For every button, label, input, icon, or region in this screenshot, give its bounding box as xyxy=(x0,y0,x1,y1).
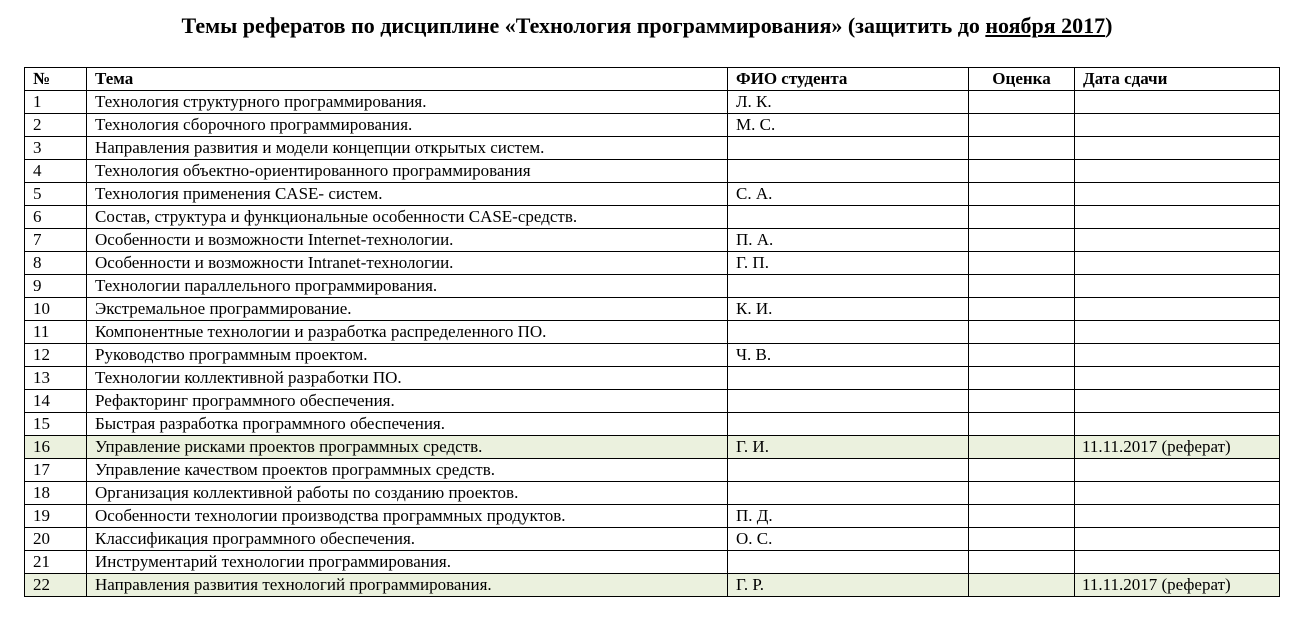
cell-topic: Классификация программного обеспечения. xyxy=(87,528,728,551)
cell-date xyxy=(1075,160,1280,183)
table-row xyxy=(25,413,1280,436)
cell-student xyxy=(728,413,969,436)
cell-topic: Состав, структура и функциональные особенности CASE-средств. xyxy=(87,206,728,229)
cell-grade xyxy=(969,275,1075,298)
topics-table xyxy=(24,67,1280,597)
cell-topic: Рефакторинг программного обеспечения. xyxy=(87,390,728,413)
cell-student xyxy=(728,160,969,183)
cell-student: Л. К. xyxy=(728,91,969,114)
cell-num: 10 xyxy=(25,298,87,321)
table-header-row xyxy=(25,68,1280,91)
table-row xyxy=(25,298,1280,321)
table-row xyxy=(25,436,1280,459)
header-grade: Оценка xyxy=(969,68,1075,91)
table-row xyxy=(25,229,1280,252)
cell-grade xyxy=(969,252,1075,275)
cell-student: О. С. xyxy=(728,528,969,551)
cell-student xyxy=(728,206,969,229)
cell-date xyxy=(1075,390,1280,413)
header-date: Дата сдачи xyxy=(1075,68,1280,91)
cell-student: К. И. xyxy=(728,298,969,321)
cell-num: 16 xyxy=(25,436,87,459)
header-num: № xyxy=(25,68,87,91)
cell-topic: Технологии коллективной разработки ПО. xyxy=(87,367,728,390)
table-body xyxy=(25,91,1280,597)
cell-num: 9 xyxy=(25,275,87,298)
cell-date xyxy=(1075,298,1280,321)
table-row xyxy=(25,252,1280,275)
cell-topic: Экстремальное программирование. xyxy=(87,298,728,321)
cell-topic: Быстрая разработка программного обеспечения. xyxy=(87,413,728,436)
cell-topic: Особенности технологии производства программных продуктов. xyxy=(87,505,728,528)
cell-num: 2 xyxy=(25,114,87,137)
cell-topic: Направления развития технологий программирования. xyxy=(87,574,728,597)
cell-grade xyxy=(969,344,1075,367)
table-row xyxy=(25,528,1280,551)
cell-grade xyxy=(969,436,1075,459)
cell-grade xyxy=(969,505,1075,528)
cell-grade xyxy=(969,206,1075,229)
header-topic: Тема xyxy=(87,68,728,91)
page-title-deadline: ноября 2017 xyxy=(985,13,1106,38)
cell-num: 15 xyxy=(25,413,87,436)
table-row xyxy=(25,482,1280,505)
cell-student xyxy=(728,482,969,505)
table-row xyxy=(25,275,1280,298)
cell-student: П. А. xyxy=(728,229,969,252)
cell-grade xyxy=(969,91,1075,114)
cell-num: 17 xyxy=(25,459,87,482)
cell-grade xyxy=(969,390,1075,413)
cell-topic: Технология объектно-ориентированного программирования xyxy=(87,160,728,183)
table-row xyxy=(25,574,1280,597)
page-title-prefix: Темы рефератов по дисциплине «Технология программирования» (защитить до xyxy=(181,13,986,38)
cell-date xyxy=(1075,482,1280,505)
cell-topic: Особенности и возможности Internet-технологии. xyxy=(87,229,728,252)
table-row xyxy=(25,160,1280,183)
table-row xyxy=(25,390,1280,413)
cell-grade xyxy=(969,528,1075,551)
cell-topic: Компонентные технологии и разработка распределенного ПО. xyxy=(87,321,728,344)
cell-student: Г. Р. xyxy=(728,574,969,597)
cell-date xyxy=(1075,206,1280,229)
cell-grade xyxy=(969,183,1075,206)
cell-date xyxy=(1075,551,1280,574)
cell-num: 4 xyxy=(25,160,87,183)
cell-student: С. А. xyxy=(728,183,969,206)
table-row xyxy=(25,367,1280,390)
cell-grade xyxy=(969,160,1075,183)
cell-num: 1 xyxy=(25,91,87,114)
cell-topic: Организация коллективной работы по созданию проектов. xyxy=(87,482,728,505)
cell-grade xyxy=(969,298,1075,321)
cell-num: 14 xyxy=(25,390,87,413)
cell-topic: Технологии параллельного программирования. xyxy=(87,275,728,298)
cell-grade xyxy=(969,229,1075,252)
cell-student xyxy=(728,459,969,482)
cell-date xyxy=(1075,91,1280,114)
cell-date xyxy=(1075,252,1280,275)
cell-grade xyxy=(969,459,1075,482)
cell-date xyxy=(1075,459,1280,482)
table-row xyxy=(25,206,1280,229)
cell-date xyxy=(1075,505,1280,528)
cell-date xyxy=(1075,114,1280,137)
cell-grade xyxy=(969,114,1075,137)
cell-num: 7 xyxy=(25,229,87,252)
cell-num: 22 xyxy=(25,574,87,597)
cell-grade xyxy=(969,574,1075,597)
cell-student: Г. И. xyxy=(728,436,969,459)
cell-num: 19 xyxy=(25,505,87,528)
table-row xyxy=(25,551,1280,574)
cell-num: 12 xyxy=(25,344,87,367)
cell-date xyxy=(1075,183,1280,206)
cell-topic: Особенности и возможности Intranet-технологии. xyxy=(87,252,728,275)
cell-date xyxy=(1075,344,1280,367)
cell-date xyxy=(1075,229,1280,252)
cell-grade xyxy=(969,551,1075,574)
cell-date: 11.11.2017 (реферат) xyxy=(1075,574,1280,597)
cell-num: 3 xyxy=(25,137,87,160)
cell-date xyxy=(1075,275,1280,298)
table-row xyxy=(25,344,1280,367)
cell-student xyxy=(728,275,969,298)
page-title xyxy=(0,10,1294,42)
cell-grade xyxy=(969,321,1075,344)
cell-student xyxy=(728,137,969,160)
cell-num: 11 xyxy=(25,321,87,344)
cell-topic: Инструментарий технологии программирования. xyxy=(87,551,728,574)
table-row xyxy=(25,114,1280,137)
cell-student: П. Д. xyxy=(728,505,969,528)
table-row xyxy=(25,91,1280,114)
cell-student xyxy=(728,321,969,344)
table-row xyxy=(25,137,1280,160)
cell-grade xyxy=(969,137,1075,160)
cell-student xyxy=(728,551,969,574)
table-row xyxy=(25,505,1280,528)
cell-date xyxy=(1075,137,1280,160)
cell-topic: Технология применения CASE- систем. xyxy=(87,183,728,206)
cell-num: 18 xyxy=(25,482,87,505)
cell-topic: Технология структурного программирования. xyxy=(87,91,728,114)
cell-grade xyxy=(969,367,1075,390)
cell-topic: Управление качеством проектов программных средств. xyxy=(87,459,728,482)
header-student: ФИО студента xyxy=(728,68,969,91)
cell-date: 11.11.2017 (реферат) xyxy=(1075,436,1280,459)
table-row xyxy=(25,459,1280,482)
page-title-suffix: ) xyxy=(1105,13,1113,38)
table-row xyxy=(25,321,1280,344)
cell-num: 21 xyxy=(25,551,87,574)
cell-topic: Технология сборочного программирования. xyxy=(87,114,728,137)
cell-num: 13 xyxy=(25,367,87,390)
cell-student: М. С. xyxy=(728,114,969,137)
cell-grade xyxy=(969,482,1075,505)
cell-topic: Руководство программным проектом. xyxy=(87,344,728,367)
cell-num: 8 xyxy=(25,252,87,275)
cell-student xyxy=(728,390,969,413)
cell-student: Ч. В. xyxy=(728,344,969,367)
table-row xyxy=(25,183,1280,206)
cell-topic: Направления развития и модели концепции открытых систем. xyxy=(87,137,728,160)
cell-date xyxy=(1075,413,1280,436)
cell-date xyxy=(1075,321,1280,344)
cell-student: Г. П. xyxy=(728,252,969,275)
cell-student xyxy=(728,367,969,390)
cell-num: 20 xyxy=(25,528,87,551)
table-header xyxy=(25,68,1280,91)
cell-topic: Управление рисками проектов программных средств. xyxy=(87,436,728,459)
cell-date xyxy=(1075,528,1280,551)
cell-num: 6 xyxy=(25,206,87,229)
cell-grade xyxy=(969,413,1075,436)
cell-date xyxy=(1075,367,1280,390)
cell-num: 5 xyxy=(25,183,87,206)
